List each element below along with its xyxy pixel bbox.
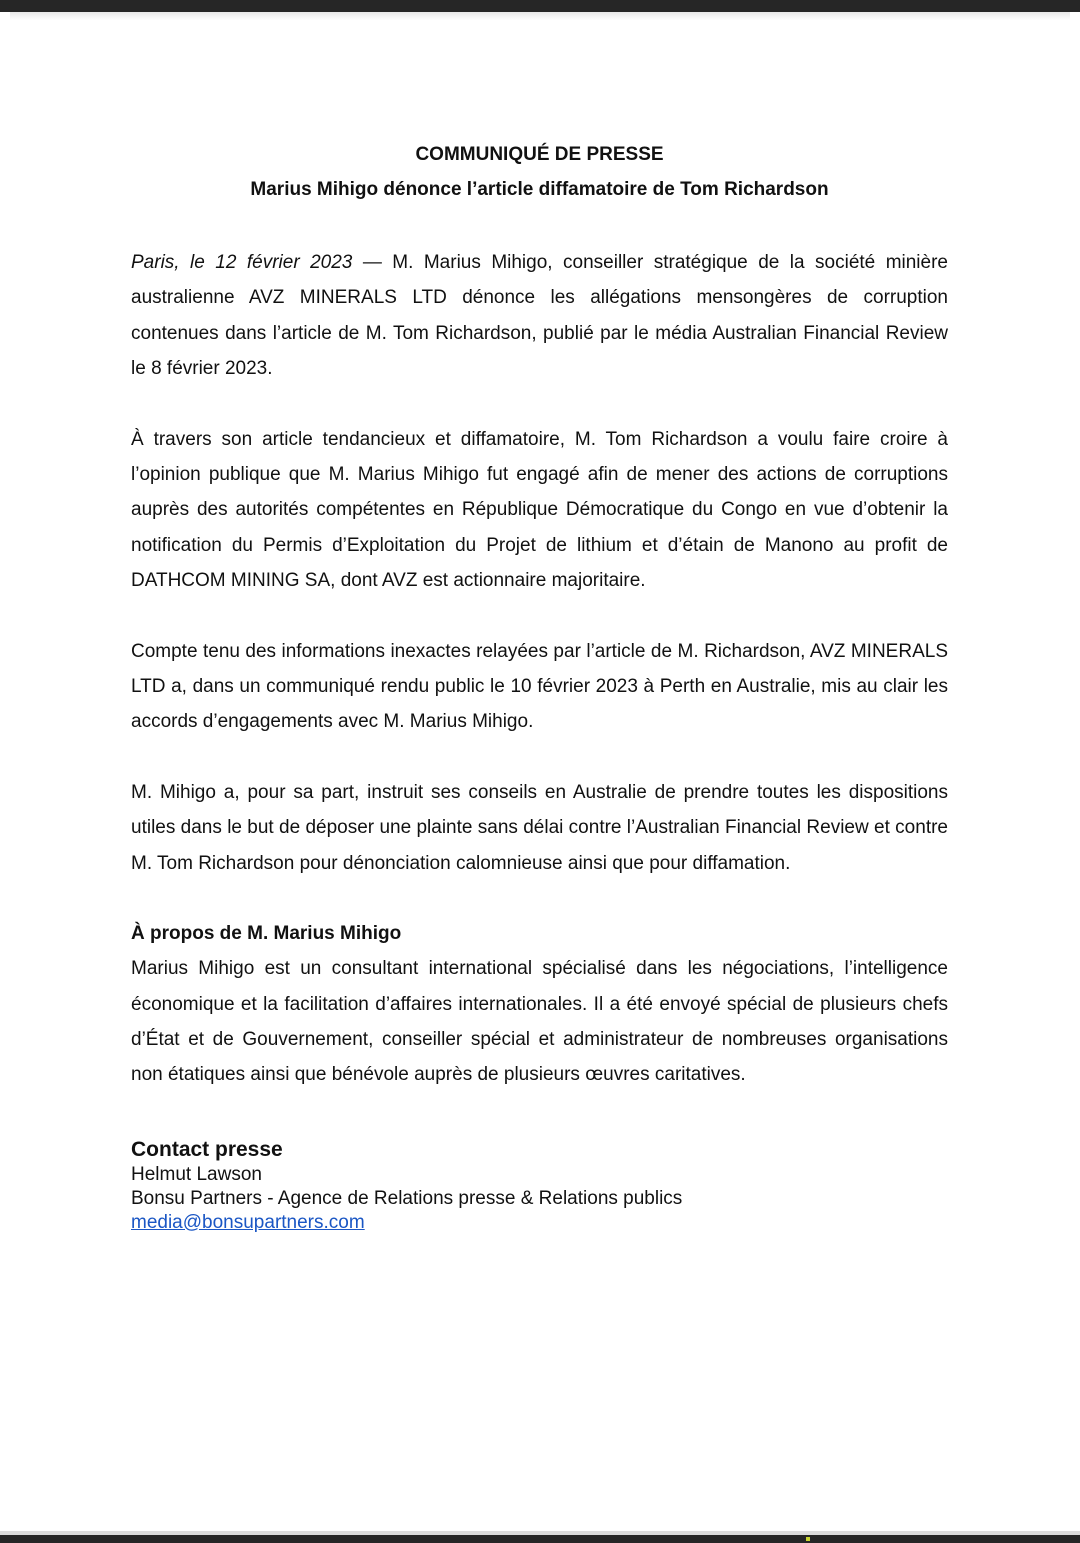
page-shadow	[10, 12, 1070, 20]
paragraph-avz-response: Compte tenu des informations inexactes relayées par l’article de M. Richardson, AVZ MINERALS LTD a, dans un communiqué rendu public le 10 février 2023 à Perth en Australie, mis au clair les accords d’engagements avec M. Marius Mihigo.	[131, 640, 948, 733]
contact-name: Helmut Lawson	[131, 1163, 262, 1185]
document-subtitle: Marius Mihigo dénonce l’article diffamatoire de Tom Richardson	[250, 179, 829, 200]
paragraph-legal-action: M. Mihigo a, pour sa part, instruit ses conseils en Australie de prendre toutes les dispositions utiles dans le but de déposer une plainte sans délai contre l’Australian Financial Review et contre M. Tom Richardson pour dénonciation calomnieuse ainsi que pour diffamation.	[131, 781, 948, 874]
about-heading: À propos de M. Marius Mihigo	[131, 923, 402, 945]
viewer-top-bar	[0, 0, 1080, 12]
press-release-document	[131, 138, 948, 1235]
paragraph-allegations: À travers son article tendancieux et diffamatoire, M. Tom Richardson a voulu faire croire à l’opinion publique que M. Marius Mihigo fut engagé afin de mener des actions de corruptions auprès des autorités compétentes en République Démocratique du Congo en vue d’obtenir la notification du Permis d’Exploitation du Projet de lithium et d’étain de Manono au profit de DATHCOM MINING SA, dont AVZ est actionnaire majoritaire.	[131, 428, 948, 592]
dateline: Paris, le 12 février 2023	[131, 252, 353, 273]
paragraph-intro	[131, 245, 948, 387]
contact-email-line	[131, 1211, 948, 1235]
green-marker	[806, 1537, 810, 1541]
intro-text: — M. Marius Mihigo, conseiller stratégique de la société minière australienne AVZ MINERALS LTD dénonce les allégations mensongères de corruption contenues dans l’article de M. Tom Richardson, publié par le média Australian Financial Review le 8 février 2023.	[131, 252, 948, 380]
contact-heading: Contact presse	[131, 1137, 283, 1161]
about-text: Marius Mihigo est un consultant international spécialisé dans les négociations, l’intelligence économique et la facilitation d’affaires internationales. Il a été envoyé spécial de plusieurs chefs d’État et de Gouvernement, conseiller spécial et administrateur de nombreuses organisations non étatiques ainsi que bénévole auprès de plusieurs œuvres caritatives.	[131, 958, 948, 1086]
contact-email-link[interactable]: media@bonsupartners.com	[131, 1211, 365, 1233]
viewer-bottom-bar	[0, 1535, 1080, 1543]
document-title: COMMUNIQUÉ DE PRESSE	[415, 144, 664, 165]
contact-agency: Bonsu Partners - Agence de Relations presse & Relations publics	[131, 1187, 683, 1209]
